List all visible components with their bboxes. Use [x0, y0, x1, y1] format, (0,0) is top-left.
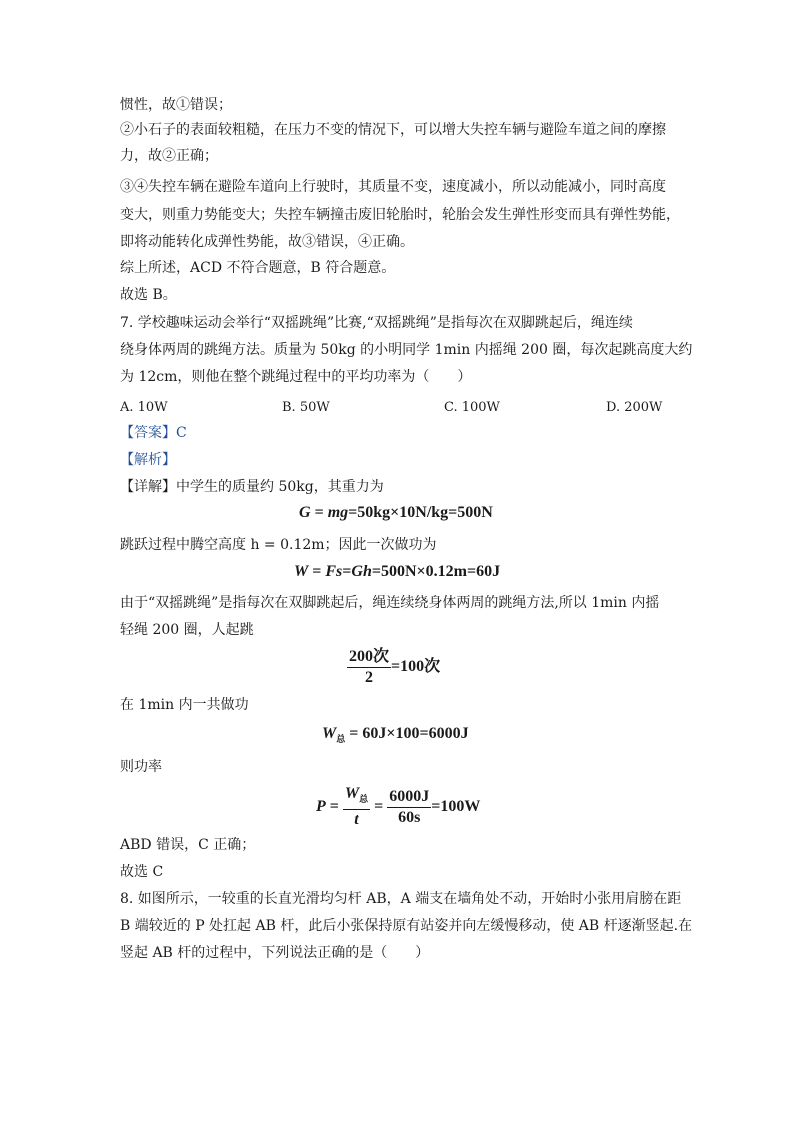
- power-fraction-2: [387, 788, 431, 827]
- question-8-text: B 端较近的 P 处扛起 AB 杆，此后小张保持原有站姿并向左缓慢移动，使 AB 杆逐渐竖起.在: [120, 918, 693, 934]
- question-8-text: 竖起 AB 杆的过程中，下列说法正确的是（ ）: [120, 945, 430, 961]
- power-numerator: 6000J: [387, 788, 431, 808]
- text-line: 【详解】中学生的质量约 50kg，其重力为: [120, 479, 384, 495]
- total-work-rest: = 60J×100=6000J: [349, 725, 469, 742]
- jumps-result: =100次: [391, 658, 441, 676]
- question-7-text: 为 12cm，则他在整个跳绳过程中的平均功率为（ ）: [120, 369, 472, 385]
- work-equation-rest: =500N×0.12m=60J: [371, 563, 501, 580]
- text-line: 由于“双摇跳绳”是指每次在双脚跳起后，绳连续绕身体两周的跳绳方法,所以 1min 内摇: [120, 595, 660, 611]
- text-line: 故选 C: [120, 864, 164, 880]
- answer-label: 【答案】C: [120, 425, 187, 441]
- text-line: 力，故②正确；: [120, 148, 218, 164]
- gravity-equation: G = mg=50kg×10N/kg=500N: [299, 504, 493, 521]
- work-equation: W = Fs=Gh=500N×0.12m=60J: [294, 563, 501, 580]
- power-equation: P = $\frac{W_总}{t}$ = $\frac{6000J}{60s}$ =100W: [316, 785, 481, 829]
- text-line: 综上所述，ACD 不符合题意，B 符合题意。: [120, 260, 396, 276]
- jumps-equation: [347, 648, 440, 687]
- total-work-equation: $W_总 = 60J\times 100=6000J$: [322, 725, 469, 745]
- power-result: =100W: [431, 797, 481, 815]
- question-7-text: 绕身体两周的跳绳方法。质量为 50kg 的小明同学 1min 内摇绳 200 圈，每次起跳高度大约: [120, 342, 693, 358]
- question-7-text: 7. 学校趣味运动会举行“双摇跳绳”比赛,“双摇跳绳”是指每次在双脚跳起后，绳连续: [120, 315, 633, 331]
- text-line: 变大，则重力势能变大；失控车辆撞击废旧轮胎时，轮胎会发生弹性形变而具有弹性势能，: [120, 207, 680, 223]
- option-b: B. 50W: [282, 400, 330, 415]
- text-line: 在 1min 内一共做功: [120, 697, 249, 713]
- text-line: 故选 B。: [120, 287, 177, 303]
- analysis-label: 【解析】: [120, 452, 176, 468]
- text-line: 跳跃过程中腾空高度 h = 0.12m；因此一次做功为: [120, 537, 437, 553]
- text-line: ③④失控车辆在避险车道向上行驶时，其质量不变，速度减小，所以动能减小，同时高度: [120, 179, 666, 195]
- text-line: 惯性，故①错误；: [120, 97, 232, 113]
- option-a: A. 10W: [120, 400, 168, 415]
- power-fraction-1: $\frac{W_总}{t}$: [344, 785, 369, 829]
- question-8-text: 8. 如图所示，一较重的长直光滑均匀杆 AB，A 端支在墙角处不动，开始时小张用肩膀在距: [120, 891, 682, 907]
- jumps-denominator: 2: [365, 669, 373, 686]
- text-line: 即将动能转化成弹性势能，故③错误，④正确。: [120, 234, 414, 250]
- jumps-numerator: 200次: [347, 648, 391, 668]
- text-line: 轻绳 200 圈，人起跳: [120, 622, 254, 638]
- option-c: C. 100W: [444, 400, 500, 415]
- text-line: 则功率: [120, 759, 162, 775]
- jumps-fraction: [347, 648, 391, 687]
- text-line: ②小石子的表面较粗糙，在压力不变的情况下，可以增大失控车辆与避险车道之间的摩擦: [120, 122, 666, 138]
- option-d: D. 200W: [606, 400, 663, 415]
- gravity-equation-rest: =50kg×10N/kg=500N: [348, 504, 493, 521]
- power-denominator: 60s: [398, 808, 421, 826]
- text-line: ABD 错误，C 正确；: [120, 837, 256, 853]
